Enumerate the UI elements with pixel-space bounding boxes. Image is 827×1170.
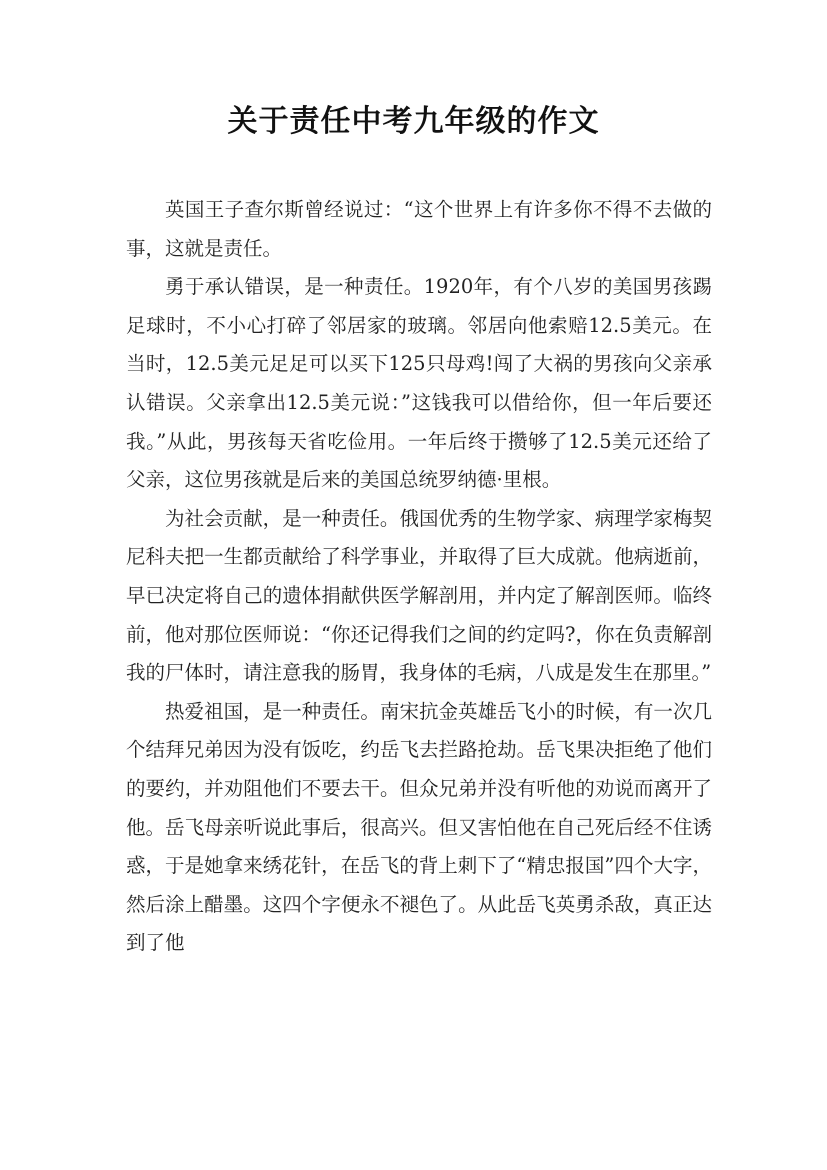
document-body <box>126 191 712 963</box>
paragraph: 为社会贡献，是一种责任。俄国优秀的生物学家、病理学家梅契尼科夫把一生都贡献给了科学事业，并取得了巨大成就。他病逝前，早已决定将自己的遗体捐献供医学解剖用，并内定了解剖医师。临终前，他对那位医师说：“你还记得我们之间的约定吗?，你在负责解剖我的尸体时，请注意我的肠胃，我身体的毛病，八成是发生在那里。” <box>126 506 712 685</box>
paragraph: 热爱祖国，是一种责任。南宋抗金英雄岳飞小的时候，有一次几个结拜兄弟因为没有饭吃，约岳飞去拦路抢劫。岳飞果决拒绝了他们的要约，并劝阻他们不要去干。但众兄弟并没有听他的劝说而离开了他。岳飞母亲听说此事后，很高兴。但又害怕他在自己死后经不住诱惑，于是她拿来绣花针，在岳飞的背上刺下了“精忠报国”四个大字，然后涂上醋墨。这四个字便永不褪色了。从此岳飞英勇杀敌，真正达到了他 <box>126 699 712 955</box>
paragraph: 勇于承认错误，是一种责任。1920年，有个八岁的美国男孩踢足球时，不小心打碎了邻居家的玻璃。邻居向他索赔12.5美元。在当时，12.5美元足足可以买下125只母鸡!闯了大祸的男孩向父亲承认错误。父亲拿出12.5美元说：”这钱我可以借给你，但一年后要还我。”从此，男孩每天省吃俭用。一年后终于攒够了12.5美元还给了父亲，这位男孩就是后来的美国总统罗纳德·里根。 <box>126 275 712 492</box>
paragraph: 英国王子查尔斯曾经说过：“这个世界上有许多你不得不去做的事，这就是责任。 <box>126 198 712 260</box>
document-title: 关于责任中考九年级的作文 <box>227 104 600 139</box>
